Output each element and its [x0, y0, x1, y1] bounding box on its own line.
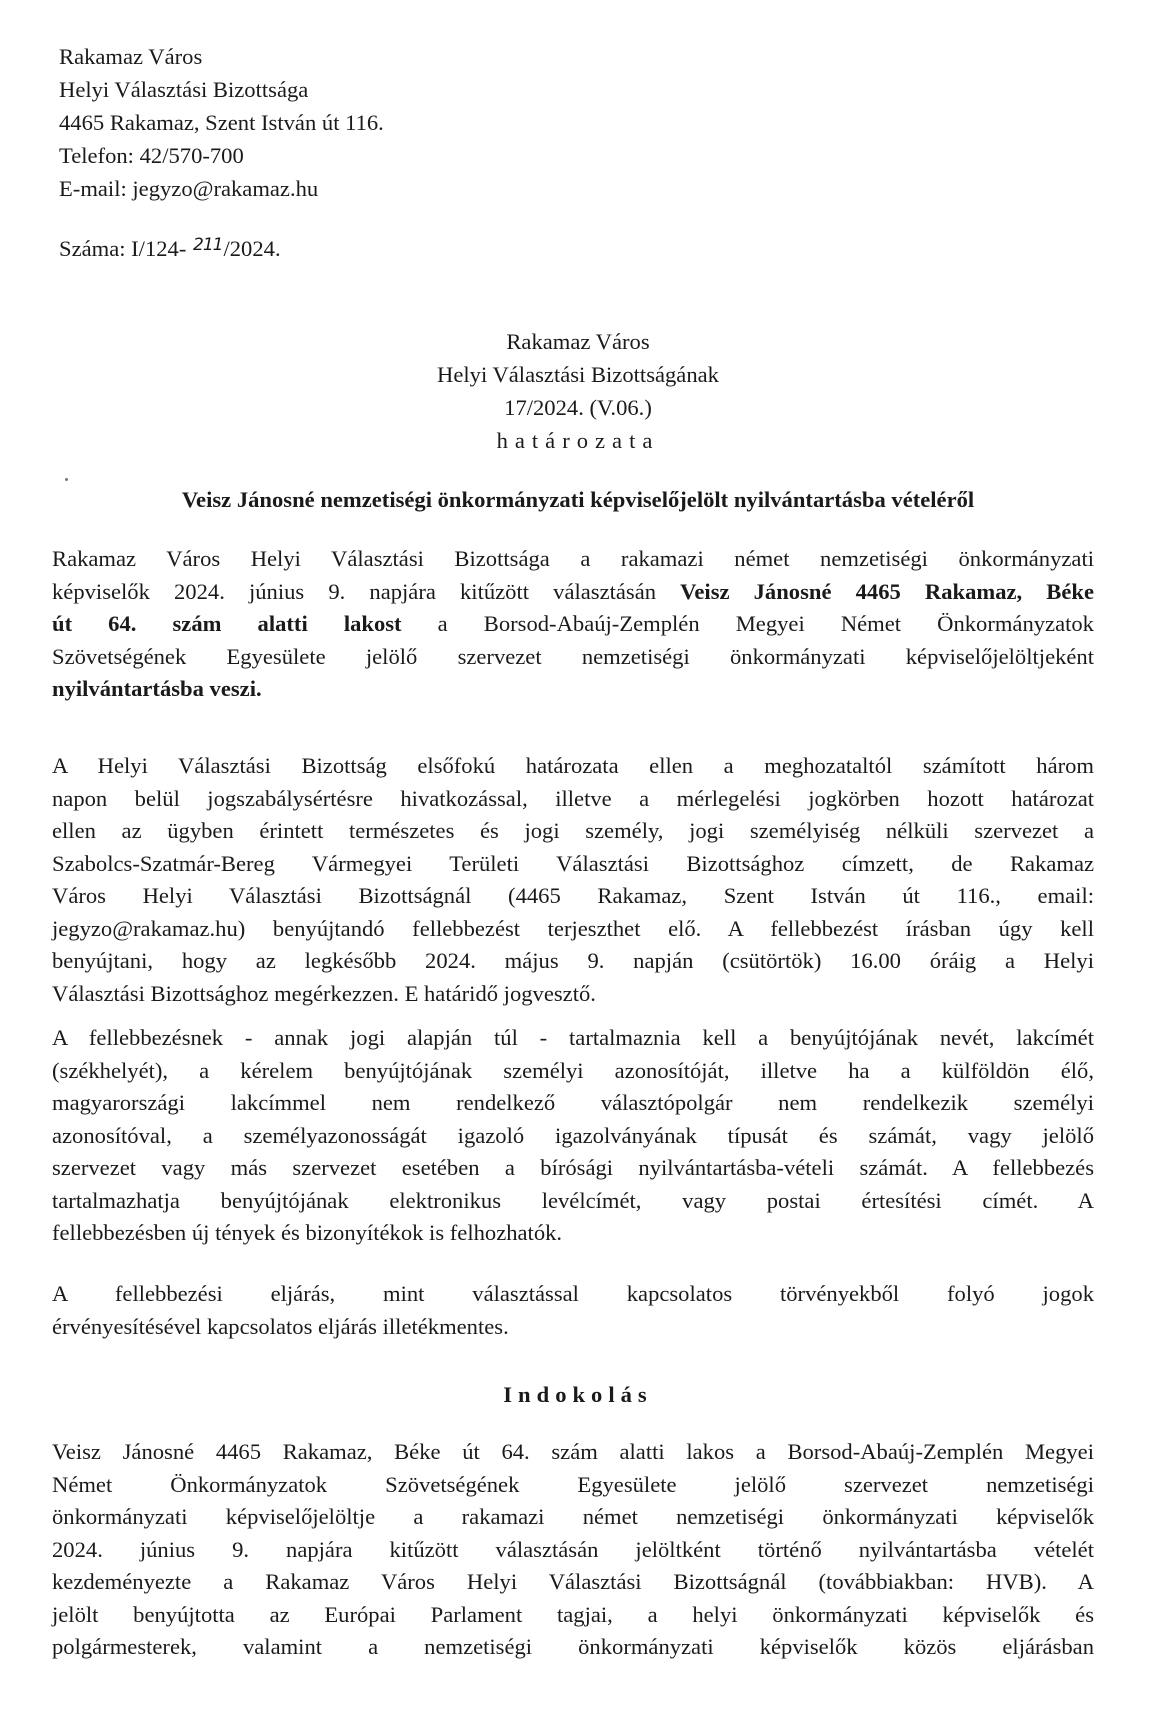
candidate-name-bold: Veisz Jánosné 4465 Rakamaz, Béke	[680, 578, 1094, 604]
paragraph-line: önkormányzati képviselőjelöltje a rakamazi német nemzetiségi önkormányzati képviselők	[52, 1504, 1094, 1529]
decision-subject: Veisz Jánosné nemzetiségi önkormányzati képviselőjelölt nyilvántartásba vételéről	[181, 487, 975, 512]
paragraph-line	[52, 673, 1094, 706]
paragraph-line: Szövetségének Egyesülete jelölő szervezet nemzetiségi önkormányzati képviselőjelöltjeként	[52, 643, 1094, 669]
paragraph-line: Német Önkormányzatok Szövetségének Egyesülete jelölő szervezet nemzetiségi	[52, 1471, 1094, 1497]
paragraph-appeal	[52, 750, 1094, 1010]
reasoning-heading: Indokolás	[503, 1382, 653, 1407]
paragraph-line: tartalmazhatja benyújtójának elektronikus levélcímét, vagy postai értesítési címét. A	[52, 1187, 1094, 1213]
paragraph-line: kezdeményezte a Rakamaz Város Helyi Választási Bizottságnál (továbbiakban: HVB). A	[52, 1569, 1094, 1594]
paragraph-line: magyarországi lakcímmel nem rendelkező választópolgár nem rendelkezik személyi	[52, 1090, 1094, 1115]
paragraph-line: fellebbezésben új tények és bizonyítékok is felhozhatók.	[52, 1220, 563, 1245]
paragraph-line: A Helyi Választási Bizottság elsőfokú határozata ellen a meghozataltól számított három	[52, 753, 1094, 778]
sender-address: 4465 Rakamaz, Szent István út 116.	[59, 110, 384, 135]
paragraph-line: Választási Bizottsághoz megérkezzen. E határidő jogvesztő.	[52, 980, 596, 1006]
paragraph-line: ellen az ügyben érintett természetes és jogi személy, jogi személyiség nélküli szervezet a	[52, 818, 1094, 843]
paragraph-line: A fellebbezésnek - annak jogi alapján túl - tartalmaznia kell a benyújtójának nevét, lakcímét	[52, 1025, 1094, 1050]
paragraph-line: benyújtani, hogy az legkésőbb 2024. május 9. napján (csütörtök) 16.00 óráig a Helyi	[52, 948, 1094, 973]
paragraph-line-part: a Borsod-Abaúj-Zemplén Megyei Német Önkormányzatok	[401, 611, 1094, 636]
sender-email: E-mail: jegyzo@rakamaz.hu	[59, 176, 319, 201]
paragraph-line	[52, 608, 1094, 641]
paragraph-appeal-contents	[52, 1022, 1094, 1250]
paragraph-line: jegyzo@rakamaz.hu) benyújtandó fellebbezést terjeszthet elő. A fellebbezést írásban úgy kell	[52, 915, 1094, 941]
paragraph-decision	[52, 543, 1094, 706]
decision-title-block	[0, 325, 1156, 457]
paragraph-line: (székhelyét), a kérelem benyújtójának személyi azonosítóját, illetve ha a külföldön élő,	[52, 1057, 1094, 1083]
paragraph-line: jelölt benyújtotta az Európai Parlament tagjai, a helyi önkormányzati képviselők és	[52, 1601, 1094, 1627]
reference-suffix: /2024.	[223, 236, 281, 261]
paragraph-line-part: képviselők 2024. június 9. napjára kitűzött választásán	[52, 578, 681, 604]
paragraph-line: szervezet vagy más szervezet esetében a bírósági nyilvántartásba-vételi számát. A fellebbezés	[52, 1155, 1094, 1180]
reference-handwritten: 211	[193, 235, 223, 255]
title-number: 17/2024. (V.06.)	[504, 395, 652, 420]
title-decision: határozata	[496, 428, 660, 453]
paragraph-line: A fellebbezési eljárás, mint választással kapcsolatos törvényekből folyó jogok	[52, 1281, 1094, 1306]
paragraph-line: 2024. június 9. napjára kitűzött választásán jelöltként történő nyilvántartásba vételét	[52, 1536, 1094, 1562]
paragraph-line: érvényesítésével kapcsolatos eljárás illetékmentes.	[52, 1313, 509, 1339]
sender-committee: Helyi Választási Bizottsága	[59, 77, 309, 102]
decision-bold: nyilvántartásba veszi.	[52, 676, 262, 701]
paragraph-line: Veisz Jánosné 4465 Rakamaz, Béke út 64. szám alatti lakos a Borsod-Abaúj-Zemplén Megyei	[52, 1439, 1094, 1464]
candidate-address-bold: út 64. szám alatti lakost	[52, 611, 402, 636]
title-committee: Helyi Választási Bizottságának	[437, 362, 719, 387]
reference-number	[59, 232, 281, 268]
paragraph-line: Rakamaz Város Helyi Választási Bizottsága a rakamazi német nemzetiségi önkormányzati	[52, 546, 1094, 571]
paragraph-line: napon belül jogszabálysértésre hivatkozással, illetve a mérlegelési jogkörben hozott határozat	[52, 785, 1094, 811]
scan-dot	[65, 478, 68, 481]
paragraph-line: polgármesterek, valamint a nemzetiségi önkormányzati képviselők közös eljárásban	[52, 1634, 1094, 1659]
paragraph-line: Város Helyi Választási Bizottságnál (4465 Rakamaz, Szent István út 116., email:	[52, 883, 1094, 908]
paragraph-line: azonosítóval, a személyazonosságát igazoló igazolványának típusát és számát, vagy jelölő	[52, 1122, 1094, 1148]
sender-name: Rakamaz Város	[59, 44, 203, 69]
title-city: Rakamaz Város	[506, 329, 650, 354]
reference-prefix: Száma: I/124-	[59, 236, 187, 261]
paragraph-line	[52, 576, 1094, 609]
paragraph-reasoning	[52, 1436, 1094, 1664]
sender-phone: Telefon: 42/570-700	[59, 143, 244, 168]
sender-block	[59, 40, 384, 205]
paragraph-line: Szabolcs-Szatmár-Bereg Vármegyei Területi Választási Bizottsághoz címzett, de Rakamaz	[52, 850, 1094, 876]
paragraph-fee-exempt	[52, 1278, 1094, 1343]
